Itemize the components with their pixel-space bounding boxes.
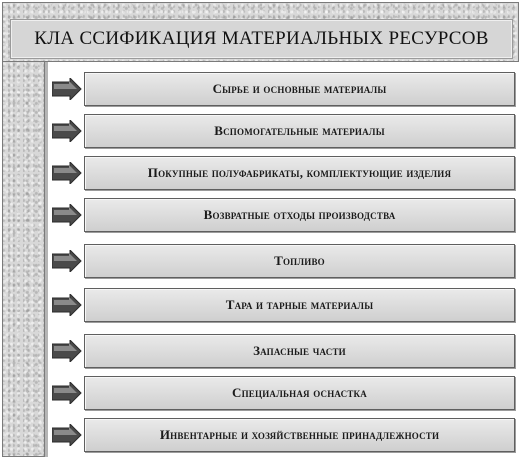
category-box [84, 198, 515, 232]
category-label: Сырье и основные материалы [212, 81, 387, 96]
arrow-icon [52, 294, 82, 316]
category-box [84, 376, 515, 410]
arrow-icon [52, 162, 82, 184]
category-label: Топливо [274, 253, 325, 268]
category-label: Специальная оснастка [232, 385, 367, 400]
arrow-icon [52, 120, 82, 142]
arrow-icon [52, 204, 82, 226]
category-label: Вспомогательные материалы [214, 123, 385, 138]
left-connector-column [2, 62, 45, 457]
category-box [84, 334, 515, 368]
category-label: Запасные части [253, 343, 346, 358]
category-label: Тара и тарные материалы [225, 297, 374, 312]
category-label: Покупные полуфабрикаты, комплектующие изделия [147, 165, 452, 180]
category-label: Инвентарные и хозяйственные принадлежности [159, 427, 440, 442]
category-box [84, 72, 515, 106]
category-label: Возвратные отходы производства [203, 207, 396, 222]
arrow-icon [52, 340, 82, 362]
column-edge [45, 62, 48, 457]
header-panel [2, 2, 519, 62]
title-band [10, 19, 513, 59]
category-box [84, 244, 515, 278]
diagram-title: КЛА ССИФИКАЦИЯ МАТЕРИАЛЬНЫХ РЕСУРСОВ [34, 28, 489, 49]
category-box [84, 288, 515, 322]
category-box [84, 114, 515, 148]
category-box [84, 418, 515, 452]
arrow-icon [52, 78, 82, 100]
arrow-icon [52, 250, 82, 272]
arrow-icon [52, 424, 82, 446]
arrow-icon [52, 382, 82, 404]
category-box [84, 156, 515, 190]
